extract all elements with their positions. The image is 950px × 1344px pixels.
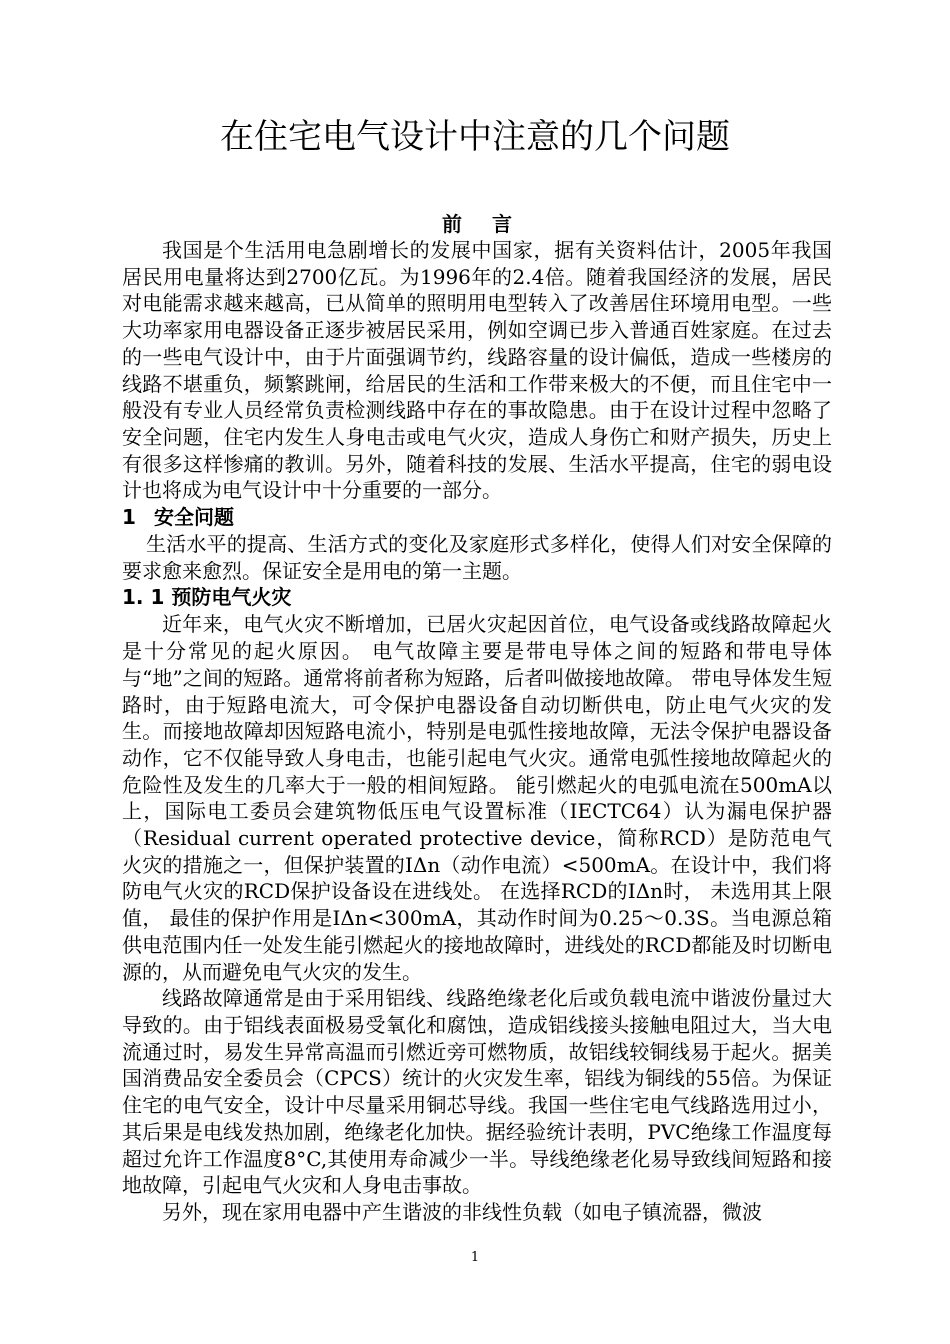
section-1-paragraph: 生活水平的提高、生活方式的变化及家庭形式多样化，使得人们对安全保障的要求愈来愈烈。保证安全是用电的第一主题。 [122, 532, 832, 583]
section-1-number: 1 [122, 505, 136, 530]
document-title: 在住宅电气设计中注意的几个问题 [220, 117, 730, 157]
page-number: 1 [470, 1250, 480, 1265]
preface-heading: 前言 [442, 212, 542, 236]
section-1-1-paragraph-2: 线路故障通常是由于采用铝线、线路绝缘老化后或负载电流中谐波份量过大导致的。由于铝线表面极易受氧化和腐蚀，造成铝线接头接触电阻过大，当大电流通过时，易发生异常高温而引燃近旁可燃物质，故铝线较铜线易于起火。据美国消费品安全委员会（CPCS）统计的火灾发生率，铝线为铜线的55倍。为保证住宅的电气安全，设计中尽量采用铜芯导线。我国一些住宅电气线路选用过小，其后果是电线发热加剧，绝缘老化加快。据经验统计表明，PVC绝缘工作温度每超过允许工作温度8°C,其使用寿命减少一半。导线绝缘老化易导致线间短路和接地故障，引起电气火灾和人身电击事故。 [122, 986, 832, 1198]
section-1-1-paragraph-3: 另外，现在家用电器中产生谐波的非线性负载（如电子镇流器，微波 [162, 1199, 762, 1224]
preface-paragraph: 我国是个生活用电急剧增长的发展中国家，据有关资料估计，2005年我国居民用电量将达到2700亿瓦。为1996年的2.4倍。随着我国经济的发展，居民对电能需求越来越高，已从简单的照明用电型转入了改善居住环境用电型。一些大功率家用电器设备正逐步被居民采用，例如空调已步入普通百姓家庭。在过去的一些电气设计中，由于片面强调节约，线路容量的设计偏低，造成一些楼房的线路不堪重负，频繁跳闸，给居民的生活和工作带来极大的不便，而且住宅中一般没有专业人员经常负责检测线路中存在的事故隐患。由于在设计过程中忽略了安全问题，住宅内发生人身电击或电气火灾，造成人身伤亡和财产损失，历史上有很多这样惨痛的教训。另外，随着科技的发展、生活水平提高，住宅的弱电设计也将成为电气设计中十分重要的一部分。 [122, 238, 832, 503]
section-1-heading [122, 504, 832, 531]
document-body [122, 211, 832, 1226]
section-1-1-paragraph-1: 近年来，电气火灾不断增加，已居火灾起因首位，电气设备或线路故障起火是十分常见的起火原因。 电气故障主要是带电导体之间的短路和带电导体与“地”之间的短路。通常将前者称为短路，后者叫做接地故障。 带电导体发生短路时，由于短路电流大，可令保护电器设备自动切断供电，防止电气火灾的发生。而接地故障却因短路电流小，特别是电弧性接地故障，无法令保护电器设备动作，它不仅能导致人身电击，也能引起电气火灾。通常电弧性接地故障起火的危险性及发生的几率大于一般的相间短路。 能引燃起火的电弧电流在500mA以上，国际电工委员会建筑物低压电气设置标准（IECTC64）认为漏电保护器（Residual current operated protective device，简称RCD）是防范电气火灾的措施之一，但保护装置的IΔn（动作电流）<500mA。在设计中，我们将防电气火灾的RCD保护设备设在进线处。 在选择RCD的IΔn时， 未选用其上限值， 最佳的保护作用是IΔn<300mA，其动作时间为0.25～0.3S。当电源总箱供电范围内任一处发生能引燃起火的接地故障时，进线处的RCD都能及时切断电源的，从而避免电气火灾的发生。 [122, 612, 832, 984]
section-1-1-heading: 1. 1 预防电气火灾 [122, 585, 292, 610]
section-1-title: 安全问题 [154, 505, 234, 530]
